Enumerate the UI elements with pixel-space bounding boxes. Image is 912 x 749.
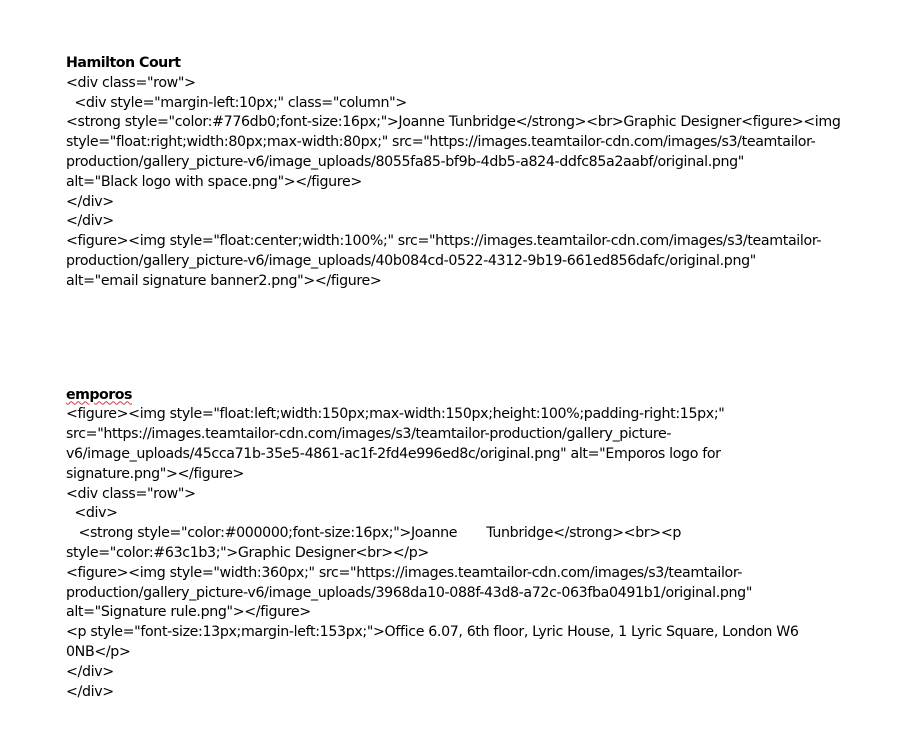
blank-space — [66, 292, 866, 386]
code-line: <figure><img style="width:360px;" src="https://images.teamtailor-cdn.com/images/s3/teamtailor- — [66, 564, 743, 581]
code-line: <div class="row"> — [66, 485, 196, 502]
section-heading-hamilton-court: Hamilton Court — [66, 55, 181, 71]
code-line: v6/image_uploads/45cca71b-35e5-4861-ac1f-2fd4e996ed8c/original.png" alt="Emporos logo for — [66, 445, 721, 462]
code-line: production/gallery_picture-v6/image_uploads/40b084cd-0522-4312-9b19-661ed856dafc/original.png" — [66, 252, 756, 269]
code-line: </div> — [66, 213, 114, 230]
code-line: signature.png"></figure> — [66, 465, 245, 482]
code-line: production/gallery_picture-v6/image_uploads/8055fa85-bf9b-4db5-a824-ddfc85a2aabf/original.png" — [66, 153, 744, 170]
code-line: <figure><img style="float:center;width:100%;" src="https://images.teamtailor-cdn.com/images/s3/teamtailor- — [66, 233, 822, 250]
code-line: alt="Signature rule.png"></figure> — [66, 604, 311, 621]
code-line: <div class="row"> — [66, 74, 196, 91]
code-line: <div style="margin-left:10px;" class="column"> — [66, 94, 407, 111]
code-line: </div> — [66, 663, 114, 680]
code-line: <strong style="color:#000000;font-size:16px;">Joanne Tunbridge</strong><br><p — [66, 525, 682, 542]
code-line: src="https://images.teamtailor-cdn.com/images/s3/teamtailor-production/gallery_picture- — [66, 426, 672, 443]
code-line: <p style="font-size:13px;margin-left:153px;">Office 6.07, 6th floor, Lyric House, 1 Lyric Square, London W6 — [66, 624, 799, 641]
code-line: <figure><img style="float:left;width:150px;max-width:150px;height:100%;padding-right:15px;" — [66, 406, 725, 423]
code-line: </div> — [66, 193, 114, 210]
code-line: alt="email signature banner2.png"></figure> — [66, 272, 382, 289]
spellcheck-flagged-word: emporos — [66, 386, 132, 403]
code-line: </div> — [66, 683, 114, 700]
code-line: <div> — [66, 505, 118, 522]
code-line: alt="Black logo with space.png"></figure> — [66, 173, 362, 190]
code-line: style="color:#63c1b3;">Graphic Designer<br></p> — [66, 544, 429, 561]
section-heading-emporos — [66, 386, 866, 406]
document-page — [66, 54, 866, 702]
code-line: <strong style="color:#776db0;font-size:16px;">Joanne Tunbridge</strong><br>Graphic Designer<figure><img — [66, 114, 841, 131]
code-line: 0NB</p> — [66, 643, 131, 660]
code-line: style="float:right;width:80px;max-width:80px;" src="https://images.teamtailor-cdn.com/images/s3/teamtailor- — [66, 134, 816, 151]
code-line: production/gallery_picture-v6/image_uploads/3968da10-088f-43d8-a72c-063fba0491b1/original.png" — [66, 584, 752, 601]
